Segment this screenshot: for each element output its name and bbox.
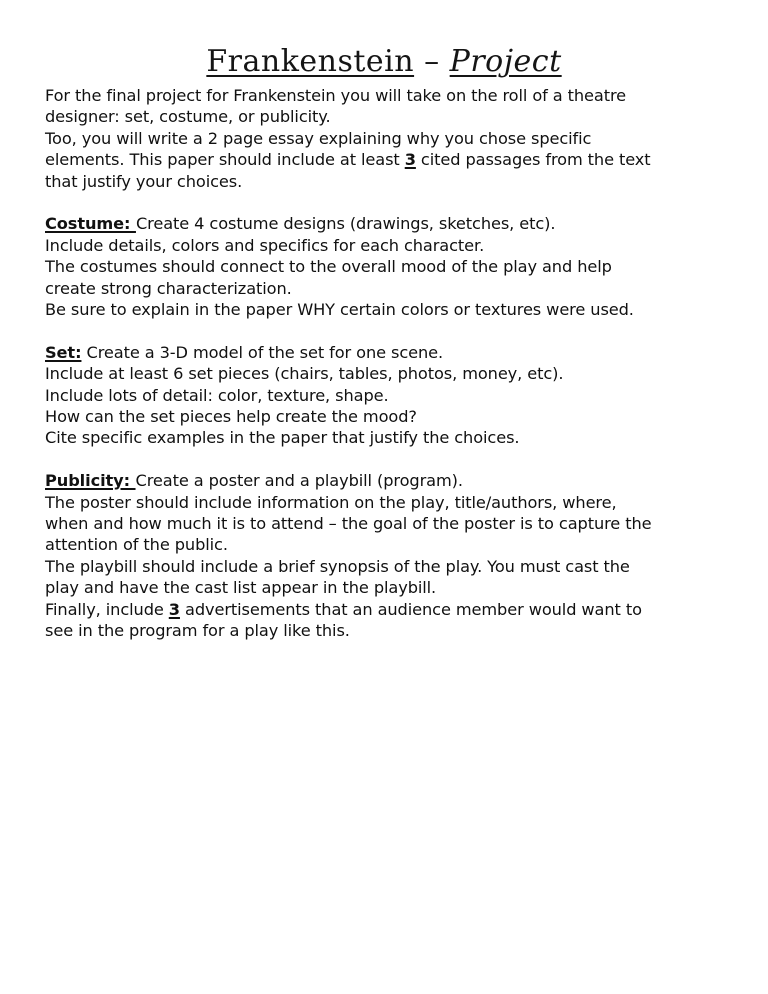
title-main: Frankenstein [206,44,415,79]
publicity-line-5: The playbill should include a brief synopsis of the play. You must cast the [45,556,630,576]
set-line-2: Include at least 6 set pieces (chairs, tables, photos, money, etc). [45,364,564,384]
publicity-line-1 [45,470,745,491]
publicity-line-7-start: Finally, include [45,599,169,619]
document-body [45,85,745,663]
costume-heading: Costume: [45,214,136,234]
publicity-section [45,470,745,641]
set-line-4: How can the set pieces help create the mood? [45,407,417,427]
intro-line-5: that justify your choices. [45,171,243,191]
costume-line-1 [45,213,745,234]
intro-count-emphasis: 3 [404,150,416,170]
title-dash: – [414,44,450,79]
publicity-line-1-text: Create a poster and a playbill (program). [135,471,463,491]
publicity-line-4: attention of the public. [45,535,228,555]
set-line-1 [45,342,745,363]
intro-paragraph [45,85,745,192]
set-line-3: Include lots of detail: color, texture, shape. [45,385,389,405]
set-line-1-text: Create a 3-D model of the set for one scene. [81,342,444,362]
publicity-line-7-end: advertisements that an audience member would want to [179,599,642,619]
intro-line-1: For the final project for Frankenstein you will take on the roll of a theatre [45,86,627,105]
intro-line-4-start: elements. This paper should include at least [45,150,405,170]
publicity-line-3: when and how much it is to attend – the goal of the poster is to capture the [45,514,652,534]
intro-line-4-end: cited passages from the text [415,150,651,170]
title-sub: Project [449,44,562,79]
publicity-count-emphasis: 3 [168,599,180,619]
set-section [45,342,745,449]
costume-line-4: create strong characterization. [45,278,292,298]
costume-line-1-text: Create 4 costume designs (drawings, sketches, etc). [135,214,556,234]
costume-section [45,213,745,320]
set-heading: Set: [45,342,82,362]
publicity-line-8: see in the program for a play like this. [45,621,350,641]
page-title [0,44,768,80]
costume-line-2: Include details, colors and specifics for each character. [45,235,485,255]
set-line-5: Cite specific examples in the paper that justify the choices. [45,428,520,448]
intro-line-3: Too, you will write a 2 page essay explaining why you chose specific [45,128,592,148]
costume-line-5: Be sure to explain in the paper WHY certain colors or textures were used. [45,300,634,320]
publicity-line-6: play and have the cast list appear in the playbill. [45,578,437,598]
costume-line-3: The costumes should connect to the overall mood of the play and help [45,257,612,277]
publicity-line-7 [45,599,745,620]
intro-line-4 [45,149,745,170]
intro-line-2: designer: set, costume, or publicity. [45,107,331,127]
publicity-heading: Publicity: [45,471,136,491]
publicity-line-2: The poster should include information on the play, title/authors, where, [45,492,617,512]
